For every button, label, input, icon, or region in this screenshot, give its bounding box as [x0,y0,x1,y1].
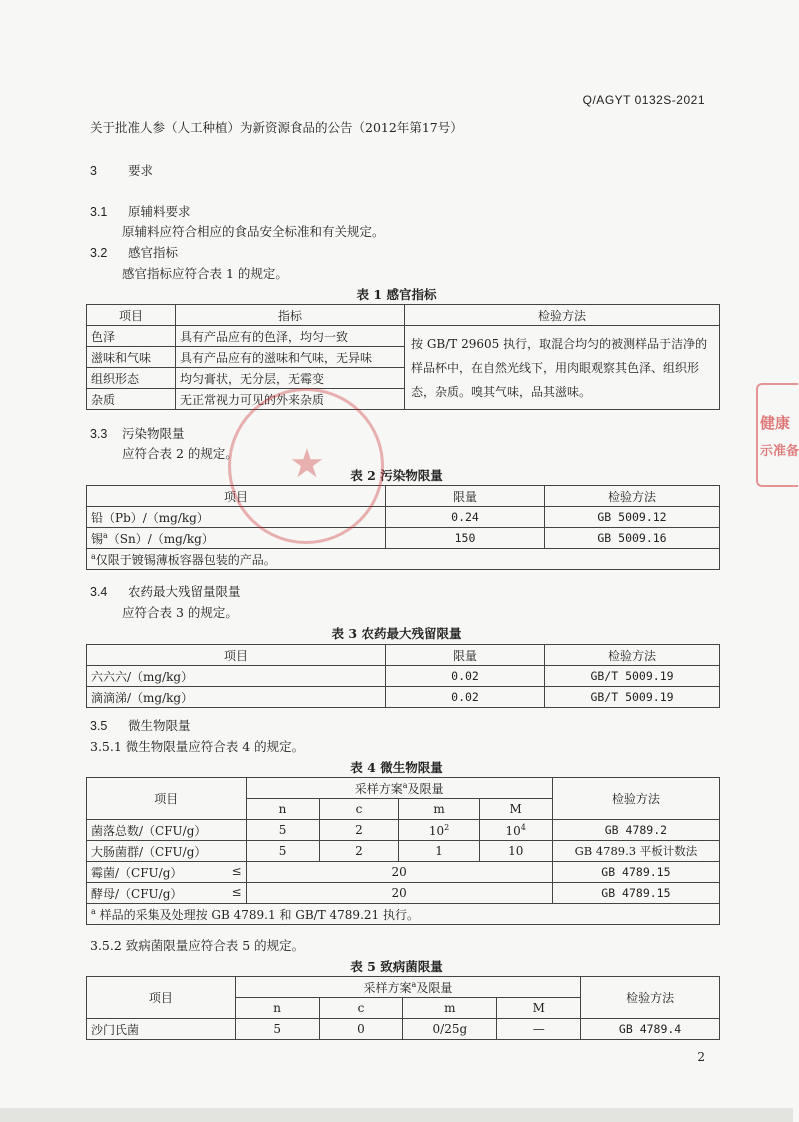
table-cell: 5 [246,820,319,841]
table-cell: 大肠菌群/（CFU/g） [87,841,247,862]
table-1-caption: 表 1 感官指标 [356,287,437,302]
table-header [235,977,580,998]
section-title: 要求 [128,163,154,178]
table-cell: 滋味和气味 [87,347,176,368]
table-cell: 5 [235,1019,319,1040]
section-3-3-heading [90,424,185,442]
table-cell: 滴滴涕/（mg/kg） [87,687,386,708]
section-title: 农药最大残留量限量 [128,584,241,599]
table-cell: 菌落总数/（CFU/g） [87,820,247,841]
section-title: 感官指标 [128,245,179,260]
note-text: 仅限于镀锡薄板容器包装的产品。 [95,552,276,567]
header-text: 及限量 [407,781,444,796]
le-sign: ≤ [231,863,242,878]
table-subheader: n [235,998,319,1019]
section-3-2-heading [90,243,178,261]
table-5 [86,976,720,1040]
table-cell: 0 [319,1019,403,1040]
value-base: 10 [505,823,521,838]
star-icon: ★ [289,441,325,487]
edge-seal-stamp [756,383,798,487]
seal-stamp [228,388,384,544]
table-subheader: M [497,998,581,1019]
table-2 [86,485,720,570]
section-3-5-heading [90,716,191,734]
section-3-5-2-text: 3.5.2 致病菌限量应符合表 5 的规定。 [90,938,305,953]
value-exponent: 4 [520,822,526,832]
table-cell: 0.24 [386,507,545,528]
table-row [87,528,720,549]
table-header: 指标 [176,305,405,326]
table-row [87,883,720,904]
footnote-mark: a [91,551,96,561]
table-note [87,549,720,570]
table-header: 项目 [87,486,386,507]
table-header: 项目 [87,305,176,326]
item-unit: （Sn）/（mg/kg） [107,531,214,546]
table-row [87,820,720,841]
table-subheader: m [399,799,479,820]
table-cell: 2 [319,841,399,862]
section-3-4-text: 应符合表 3 的规定。 [122,605,238,620]
table-1-method: 按 GB/T 29605 执行，取混合均匀的被测样品于洁净的样品杯中，在自然光线下，用肉眼观察其色泽、组织形态，杂质。嗅其气味，品其滋味。 [405,326,720,410]
table-cell: GB 4789.15 [552,883,719,904]
table-cell: 0.02 [386,687,545,708]
edge-stamp-text: 健康 [760,414,791,432]
value-base: 10 [508,844,524,858]
table-header [246,778,552,799]
section-number: 3.5 [90,719,108,733]
item-name: 霉菌/（CFU/g） [91,865,183,880]
section-number: 3.4 [90,585,108,599]
table-subheader: M [479,799,552,820]
header-text: 采样方案 [354,781,403,796]
page-number: 2 [697,1050,705,1064]
footnote-mark: a [91,906,96,916]
table-header: 项目 [87,778,247,820]
item-name: 酵母/（CFU/g） [91,886,183,901]
section-3-4-heading [90,582,241,600]
table-cell: 六六六/（mg/kg） [87,666,386,687]
section-title: 微生物限量 [128,718,191,733]
table-cell: 无正常视力可见的外来杂质 [176,389,405,410]
section-3-5-1-text: 3.5.1 微生物限量应符合表 4 的规定。 [90,739,305,754]
table-header: 项目 [87,645,386,666]
table-cell: 均匀膏状，无分层，无霉变 [176,368,405,389]
table-cell: GB 4789.3 平板计数法 [552,841,719,862]
table-cell: 杂质 [87,389,176,410]
table-header: 检验方法 [581,977,720,1019]
footnote-mark: a [103,530,108,540]
table-cell: 具有产品应有的滋味和气味，无异味 [176,347,405,368]
scan-edge [0,1108,793,1122]
table-subheader: n [246,799,319,820]
table-4-caption: 表 4 微生物限量 [350,760,443,775]
table-cell: 组织形态 [87,368,176,389]
section-3-3-text: 应符合表 2 的规定。 [122,446,238,461]
table-header: 检验方法 [405,305,720,326]
table-header: 检验方法 [545,645,720,666]
table-header: 检验方法 [552,778,719,820]
table-cell: GB 4789.4 [581,1019,720,1040]
header-text: 采样方案 [363,980,412,995]
value-base: 10 [428,823,445,838]
table-cell: 150 [386,528,545,549]
table-1 [86,304,720,410]
table-4 [86,777,720,925]
table-cell: 20 [246,883,552,904]
table-header: 限量 [386,645,545,666]
table-cell: 0.02 [386,666,545,687]
table-row [87,841,720,862]
table-row [87,666,720,687]
table-header: 项目 [87,977,236,1019]
note-text: 样品的采集及处理按 GB 4789.1 和 GB/T 4789.21 执行。 [99,907,419,922]
table-cell: 5 [246,841,319,862]
table-row [87,1019,720,1040]
table-cell: 20 [246,862,552,883]
table-header: 检验方法 [545,486,720,507]
value-base: 1 [435,844,443,858]
intro-line: 关于批准人参（人工种植）为新资源食品的公告（2012年第17号） [90,120,463,135]
table-cell [87,862,247,883]
table-cell: GB 4789.15 [552,862,719,883]
table-row [87,326,720,347]
le-sign: ≤ [231,884,242,899]
table-cell: GB/T 5009.19 [545,687,720,708]
table-cell: GB 5009.16 [545,528,720,549]
header-text: 及限量 [416,980,453,995]
table-cell: — [497,1019,581,1040]
table-cell: 具有产品应有的色泽，均匀一致 [176,326,405,347]
section-title: 原辅料要求 [128,204,191,219]
footnote-mark: a [411,979,417,989]
section-3-2-text: 感官指标应符合表 1 的规定。 [122,266,288,281]
table-cell [479,841,552,862]
section-title: 污染物限量 [122,426,185,441]
table-cell: GB/T 5009.19 [545,666,720,687]
table-cell: 0/25g [403,1019,497,1040]
standard-code: Q/AGYT 0132S-2021 [582,93,705,107]
table-cell: 铅（Pb）/（mg/kg） [87,507,386,528]
section-number: 3.3 [90,427,108,441]
section-number: 3.2 [90,246,108,260]
table-cell: 2 [319,820,399,841]
table-5-caption: 表 5 致病菌限量 [350,959,443,974]
table-header: 限量 [386,486,545,507]
section-3-1-text: 原辅料应符合相应的食品安全标准和有关规定。 [122,224,385,239]
table-cell [479,820,552,841]
edge-stamp-text: 示准备 [760,444,799,459]
table-row [87,507,720,528]
table-3-caption: 表 3 农药最大残留限量 [331,626,462,641]
section-3-1-heading [90,202,191,220]
table-cell [399,820,479,841]
value-exponent: 2 [444,822,450,832]
table-3 [86,644,720,708]
item-name: 锡 [91,531,104,546]
table-2-caption: 表 2 污染物限量 [350,468,443,483]
section-number: 3 [90,164,97,178]
table-subheader: c [319,998,403,1019]
table-cell: 色泽 [87,326,176,347]
footnote-mark: a [402,780,408,790]
table-subheader: c [319,799,399,820]
table-note [87,904,720,925]
table-cell [87,883,247,904]
section-number: 3.1 [90,205,108,219]
table-cell [399,841,479,862]
table-cell: 沙门氏菌 [87,1019,236,1040]
section-3-heading [90,161,153,179]
table-cell: GB 5009.12 [545,507,720,528]
table-row [87,687,720,708]
table-cell: GB 4789.2 [552,820,719,841]
table-row [87,862,720,883]
table-subheader: m [403,998,497,1019]
